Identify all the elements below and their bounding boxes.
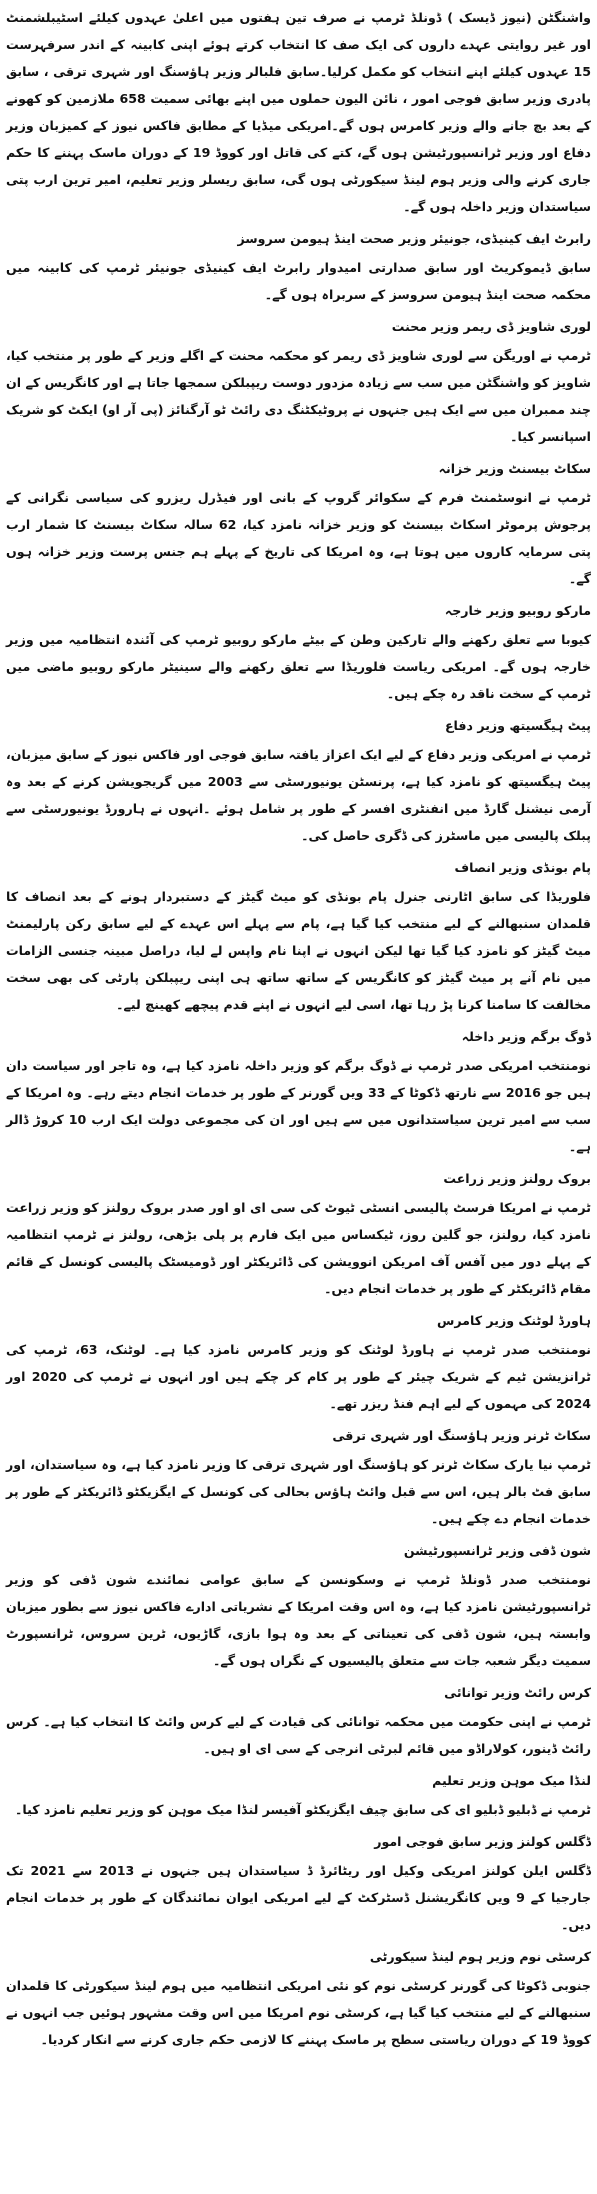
section-text-health: سابق ڈیموکریٹ اور سابق صدارتی امیدوار رابرٹ ایف کینیڈی جونیئر ٹرمپ کی کابینہ میں محکمہ صحت اینڈ ہیومن سروسز کے سربراہ ہوں گے۔ <box>6 260 591 302</box>
section-heading-state: مارکو روبیو وزیر خارجہ <box>444 603 591 618</box>
section-heading-transportation: شون ڈفی وزیر ٹرانسپورٹیشن <box>403 1543 591 1558</box>
section-heading-homeland-security: کرسٹی نوم وزیر ہوم لینڈ سیکورٹی <box>369 1949 591 1964</box>
section-text-defense: ٹرمپ نے امریکی وزیر دفاع کے لیے ایک اعزاز یافتہ سابق فوجی اور فاکس نیوز کے سابق میزبان، پیٹ ہیگسیتھ کو نامزد کیا ہے، پرنسٹن یونیورسٹی سے 2003 میں گریجویشن کرنے کے بعد وہ آرمی نیشنل گارڈ میں انفنٹری افسر کے طور پر شامل ہوئے ۔انہوں نے ہارورڈ یونیورسٹی سے پبلک پالیسی میں ماسٹرز کی ڈگری حاصل کی۔ <box>6 747 591 843</box>
article-intro: واشنگٹن (نیوز ڈیسک ) ڈونلڈ ٹرمپ نے صرف تین ہفتوں میں اعلیٰ عہدوں کیلئے اسٹیبلشمنٹ اور غیر روایتی عہدے داروں کی ایک صف کا انتخاب کرتے ہوئے اپنی کابینہ کے اندر سرفہرست 15 عہدوں کیلئے اپنے انتخاب کو مکمل کرلیا۔سابق فلبالر وزیر ہاؤسنگ اور شہری ترقی ، سابق پادری وزیر سابق فوجی امور ، نائن الیون حملوں میں اپنے بھائی سمیت 658 ملازمین کو کھونے کے بعد بچ جانے والے وزیر کامرس ہوں گے۔امریکی میڈیا کے مطابق فاکس نیوز کے کمیزبان وزیر دفاع اور وزیر ٹرانسپورٹیشن ہوں گے، کتے کی قاتل اور کووڈ 19 کے دوران ماسک پہننے کا حکم جاری کرنے والی وزیر ہوم لینڈ سیکورٹی ہوں گی، سابق ریسلر وزیر تعلیم، امیر ترین ارب پتی سیاستدان وزیر داخلہ ہوں گے۔ <box>6 10 591 214</box>
section-text-transportation: نومنتخب صدر ڈونلڈ ٹرمپ نے وسکونسن کے سابق عوامی نمائندے شون ڈفی کو وزیر ٹرانسپورٹیشن نامزد کیا ہے، وہ اس وقت امریکا کے نشریاتی ادارے فاکس نیوز سے بطور میزبان وابستہ ہیں، شون ڈفی کی تعیناتی کے بعد وہ ہوا بازی، گاڑیوں، ٹرین سروس، ٹرانسپورٹ سمیت دیگر شعبہ جات سے متعلق پالیسیوں کے نگراں ہوں گے۔ <box>6 1572 591 1668</box>
section-heading-health: رابرٹ ایف کینیڈی، جونیئر وزیر صحت اینڈ ہیومن سروسز <box>237 231 591 246</box>
section-text-agriculture: ٹرمپ نے امریکا فرسٹ پالیسی انسٹی ٹیوٹ کی سی ای او اور صدر بروک رولنز کو وزیر زراعت نامزد کیا، رولنز، جو گلین روز، ٹیکساس میں ایک فارم پر پلی بڑھی، رولنز نے ٹرمپ انتظامیہ کے پہلے دور میں آفس آف امریکن انوویشن کی ڈائریکٹر اور ڈومیسٹک پالیسی کونسل کے قائم مقام ڈائریکٹر کے طور پر خدمات انجام دیں۔ <box>6 1200 591 1296</box>
section-text-justice: فلوریڈا کی سابق اٹارنی جنرل پام بونڈی کو میٹ گیٹز کے دستبردار ہونے کے بعد انصاف کا قلمدان سنبھالنے کے لیے منتخب کیا گیا ہے، پام سے پہلے اس عہدے کے لیے سابق رکن پارلیمنٹ میٹ گیٹز کو نامزد کیا گیا تھا لیکن انہوں نے اپنا نام واپس لے لیا، دراصل مبینہ جنسی الزامات میں نام آنے پر میٹ گیٹز کو کانگریس کے ساتھ ساتھ ہی اپنی ریپبلکن پارٹی کی بھی سخت مخالفت کا سامنا کرنا پڑ رہا تھا، اسی لیے انہوں نے اپنے قدم پیچھے کھینچ لیے۔ <box>6 889 591 1012</box>
section-heading-education: لنڈا میک موہن وزیر تعلیم <box>432 1773 591 1788</box>
section-text-housing: ٹرمپ نیا یارک سکاٹ ٹرنر کو ہاؤسنگ اور شہری ترقی کا وزیر نامزد کیا ہے، وہ سیاستدان، اور سابق فٹ بالر ہیں، اس سے قبل وائٹ ہاؤس بحالی کی کونسل کے ایگزیکٹو ڈائریکٹر کے طور پر خدمات انجام دے چکے ہیں۔ <box>6 1457 591 1526</box>
section-text-interior: نومنتخب امریکی صدر ٹرمپ نے ڈوگ برگم کو وزیر داخلہ نامزد کیا ہے، وہ تاجر اور سیاست دان ہیں جو 2016 سے نارتھ ڈکوٹا کے 33 ویں گورنر کے طور پر خدمات انجام دیتے رہے۔ وہ امریکا کے سب سے امیر ترین سیاستدانوں میں سے ہیں اور ان کی مجموعی دولت ایک ارب 10 کروڑ ڈالر ہے۔ <box>6 1058 591 1154</box>
section-heading-treasury: سکاٹ بیسنٹ وزیر خزانہ <box>438 461 591 476</box>
section-heading-commerce: ہاورڈ لوٹنک وزیر کامرس <box>436 1313 591 1328</box>
section-heading-veterans: ڈگلس کولنز وزیر سابق فوجی امور <box>374 1834 591 1849</box>
section-heading-justice: پام بونڈی وزیر انصاف <box>454 860 591 875</box>
section-text-homeland-security: جنوبی ڈکوٹا کی گورنر کرسٹی نوم کو نئی امریکی انتظامیہ میں ہوم لینڈ سیکورٹی کا قلمدان سنبھالنے کے لیے منتخب کیا گیا ہے، کرسٹی نوم امریکا میں اس وقت مشہور ہوئیں جب انہوں نے کووڈ 19 کے دوران ریاستی سطح پر ماسک پہننے کا لازمی حکم جاری کرنے سے انکار کردیا۔ <box>6 1978 591 2047</box>
section-heading-labor: لوری شاویز ڈی ریمر وزیر محنت <box>391 319 591 334</box>
section-heading-housing: سکاٹ ٹرنر وزیر ہاؤسنگ اور شہری ترقی <box>332 1428 591 1443</box>
section-text-labor: ٹرمپ نے اوریگن سے لوری شاویز ڈی ریمر کو محکمہ محنت کے اگلے وزیر کے طور پر منتخب کیا، شاویز کو واشنگٹن میں سب سے زیادہ مزدور دوست ریپبلکن سمجھا جاتا ہے اور کانگریس کے ان چند ممبران میں سے ایک ہیں جنہوں نے پروٹیکٹنگ دی رائٹ ٹو آرگنائز (پی آر او) ایکٹ کو شریک اسپانسر کیا۔ <box>6 348 591 444</box>
section-text-commerce: نومنتخب صدر ٹرمپ نے ہاورڈ لوٹنک کو وزیر کامرس نامزد کیا ہے۔ لوٹنک، 63، ٹرمپ کی ٹرانزیشن ٹیم کے شریک چیئر کے طور پر کام کر چکے ہیں اور انہوں نے ٹرمپ کی 2020 اور 2024 کی مہموں کے لیے اہم فنڈ ریزر تھے۔ <box>6 1342 591 1411</box>
section-text-energy: ٹرمپ نے اپنی حکومت میں محکمہ توانائی کی قیادت کے لیے کرس وائٹ کا انتخاب کیا ہے۔ کرس رائٹ ڈینور، کولاراڈو میں قائم لبرٹی انرجی کے سی ای او ہیں۔ <box>6 1714 591 1756</box>
section-text-state: کیوبا سے تعلق رکھنے والے تارکین وطن کے بیٹے مارکو روبیو ٹرمپ کی آئندہ انتظامیہ میں وزیر خارجہ ہوں گے۔ امریکی ریاست فلوریڈا سے تعلق رکھنے والے سینیٹر مارکو روبیو ماضی میں ٹرمپ کے سخت ناقد رہ چکے ہیں۔ <box>6 632 591 701</box>
section-heading-agriculture: بروک رولنز وزیر زراعت <box>443 1171 591 1186</box>
section-text-education: ٹرمپ نے ڈبلیو ڈبلیو ای کی سابق چیف ایگزیکٹو آفیسر لنڈا میک موہن کو وزیر تعلیم نامزد کیا۔ <box>14 1802 591 1817</box>
section-heading-interior: ڈوگ برگم وزیر داخلہ <box>461 1029 591 1044</box>
section-text-treasury: ٹرمپ نے انوسٹمنٹ فرم کے سکوائر گروپ کے بانی اور فیڈرل ریزرو کی سیاسی نگرانی کے پرجوش پرموٹر اسکاٹ بیسنٹ کو وزیر خزانہ نامزد کیا، 62 سالہ سکاٹ بیسنٹ کا شمار ارب پتی سرمایہ کاروں میں ہوتا ہے، وہ امریکا کی تاریخ کے پہلے ہم جنس پرست وزیر خزانہ ہوں گے۔ <box>6 490 592 586</box>
section-text-veterans: ڈگلس ایلن کولنز امریکی وکیل اور ریٹائرڈ ڈ سیاستدان ہیں جنہوں نے 2013 سے 2021 تک جارجیا کے 9 ویں کانگریشنل ڈسٹرکٹ کے لیے امریکی ایوان نمائندگان کے طور پر خدمات انجام دیں۔ <box>6 1863 591 1932</box>
section-heading-energy: کرس رائٹ وزیر توانائی <box>444 1685 591 1700</box>
section-heading-defense: پیٹ ہیگسیتھ وزیر دفاع <box>444 718 591 733</box>
